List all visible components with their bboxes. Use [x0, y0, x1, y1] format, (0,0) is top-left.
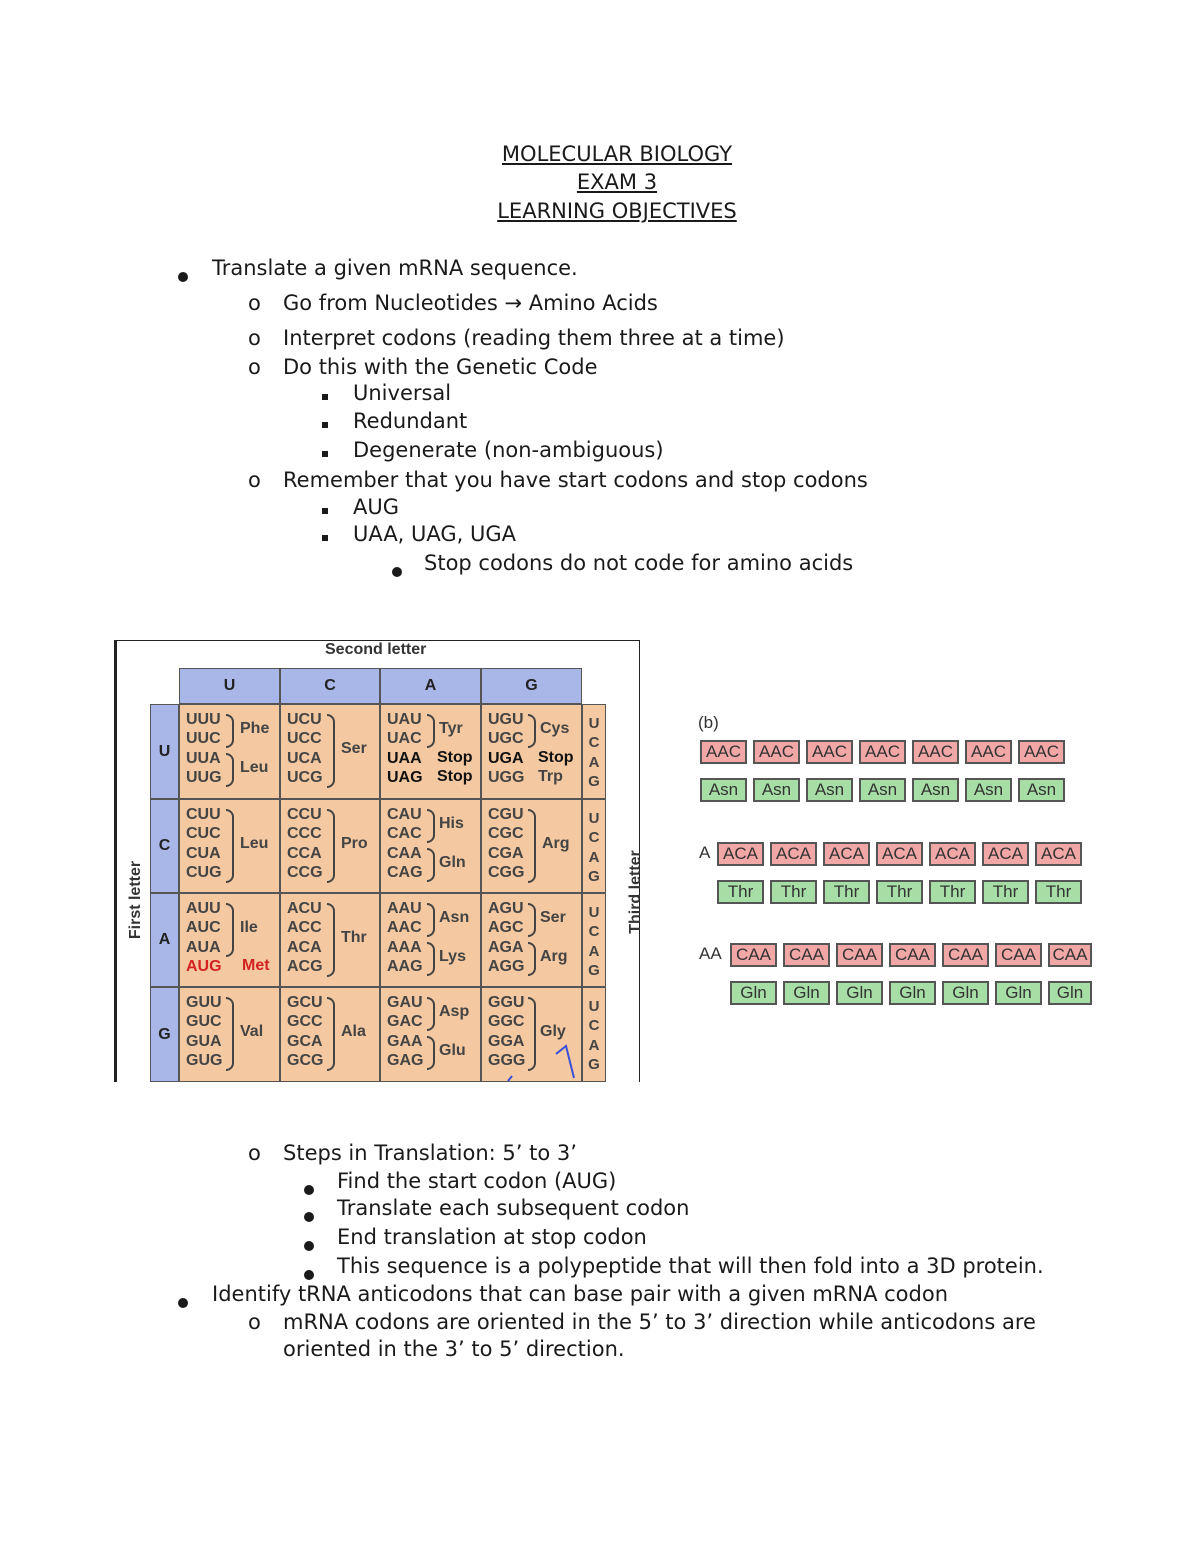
- codon: GGA: [488, 1033, 525, 1050]
- amino-acid-stop: Stop: [437, 749, 473, 766]
- third-letter: A: [588, 754, 600, 771]
- first-letter-label: First letter: [127, 860, 144, 940]
- amino-acid: Trp: [538, 768, 563, 785]
- amino-acid-box: Thr: [823, 880, 870, 904]
- column-header-a: A: [380, 668, 481, 704]
- cell-gg: [481, 987, 582, 1082]
- bullet-square: [322, 493, 328, 521]
- codon: UUA: [186, 750, 221, 767]
- objective-translate: Translate a given mRNA sequence.: [212, 256, 578, 280]
- stop-codon-item: UAA, UAG, UGA: [353, 522, 517, 546]
- codon: GUC: [186, 1013, 222, 1030]
- sub-genetic-code: Do this with the Genetic Code: [283, 355, 598, 379]
- sub-codons: Interpret codons (reading them three at a time): [283, 326, 785, 350]
- codon-box: ACA: [876, 842, 923, 866]
- cell-uu: [179, 704, 280, 799]
- codon: CAC: [387, 825, 422, 842]
- amino-acid-box: Gln: [995, 981, 1042, 1005]
- amino-acid-met: Met: [242, 957, 270, 974]
- cell-uc: [280, 704, 380, 799]
- row-header-u: U: [150, 704, 179, 799]
- bullet-o: o: [248, 291, 261, 315]
- codon-box: AAC: [965, 740, 1012, 764]
- codon: UAG: [387, 769, 423, 786]
- codon: CCG: [287, 864, 323, 881]
- bullet-dot: [178, 1287, 188, 1315]
- amino-acid-box: Thr: [876, 880, 923, 904]
- codon: CCU: [287, 806, 322, 823]
- column-header-g: G: [481, 668, 582, 704]
- codon-box: AAC: [1018, 740, 1065, 764]
- third-letter: C: [588, 923, 600, 940]
- third-letter: G: [588, 962, 600, 979]
- row-header-a: A: [150, 893, 179, 987]
- amino-acid-box: Thr: [982, 880, 1029, 904]
- third-letter: U: [588, 715, 600, 732]
- codon-box: ACA: [982, 842, 1029, 866]
- bullet-dot: [178, 261, 188, 289]
- codon: ACU: [287, 900, 322, 917]
- codon: UUC: [186, 730, 221, 747]
- amino-acid: Phe: [240, 720, 270, 737]
- amino-acid-stop: Stop: [538, 749, 574, 766]
- codon: GGC: [488, 1013, 525, 1030]
- amino-acid: Arg: [542, 835, 570, 852]
- amino-acid-box: Thr: [717, 880, 764, 904]
- amino-acid: Asn: [439, 909, 470, 926]
- frame-prefix: AA: [699, 944, 722, 963]
- codon: UGC: [488, 730, 524, 747]
- bullet-square: [322, 520, 328, 548]
- third-letter: A: [588, 849, 600, 866]
- codon: AUC: [186, 919, 221, 936]
- amino-acid-box: Gln: [942, 981, 989, 1005]
- cell-ag: [481, 893, 582, 987]
- amino-acid-box: Thr: [770, 880, 817, 904]
- codon: CGA: [488, 845, 524, 862]
- bullet-o: o: [248, 1141, 261, 1165]
- codon: GAC: [387, 1013, 423, 1030]
- amino-acid: Asp: [439, 1003, 470, 1020]
- cell-ac: [280, 893, 380, 987]
- third-letter: C: [588, 829, 600, 846]
- third-letter-label: Third letter: [627, 850, 644, 934]
- code-property-universal: Universal: [353, 381, 452, 405]
- codon: CUG: [186, 864, 222, 881]
- codon: CAA: [387, 845, 422, 862]
- amino-acid-box: Asn: [1018, 778, 1065, 802]
- code-property-degenerate: Degenerate (non-ambiguous): [353, 438, 664, 462]
- step-item: End translation at stop codon: [337, 1225, 647, 1249]
- codon: GCC: [287, 1013, 323, 1030]
- amino-acid-box: Gln: [889, 981, 936, 1005]
- third-letter: C: [588, 1017, 600, 1034]
- sub-start-stop: Remember that you have start codons and stop codons: [283, 468, 868, 492]
- codon-box: ACA: [823, 842, 870, 866]
- bullet-square: [322, 407, 328, 435]
- codon: UCU: [287, 711, 322, 728]
- amino-acid: Cys: [540, 720, 570, 737]
- third-letter: U: [588, 810, 600, 827]
- third-letter-col-g: [582, 987, 606, 1082]
- amino-acid-box: Thr: [1035, 880, 1082, 904]
- codon: GCU: [287, 994, 323, 1011]
- codon: AAC: [387, 919, 422, 936]
- amino-acid: Gln: [439, 854, 466, 871]
- amino-acid: His: [439, 815, 464, 832]
- amino-acid-box: Gln: [1048, 981, 1092, 1005]
- codon: UGU: [488, 711, 524, 728]
- amino-acid-box: Asn: [753, 778, 800, 802]
- codon: ACC: [287, 919, 322, 936]
- bullet-o: o: [248, 355, 261, 379]
- codon: AUU: [186, 900, 221, 917]
- codon: CUA: [186, 845, 221, 862]
- third-letter: G: [588, 1056, 600, 1073]
- codon-box: ACA: [717, 842, 764, 866]
- start-codon: AUG: [186, 958, 222, 975]
- codon-box: CAA: [1048, 943, 1092, 967]
- amino-acid-box: Asn: [965, 778, 1012, 802]
- codon-box: AAC: [753, 740, 800, 764]
- amino-acid: Pro: [341, 835, 368, 852]
- step-item: Find the start codon (AUG): [337, 1169, 617, 1193]
- amino-acid: Glu: [439, 1042, 466, 1059]
- amino-acid-box: Gln: [783, 981, 830, 1005]
- third-letter: G: [588, 868, 600, 885]
- bullet-o: o: [248, 1310, 261, 1334]
- start-codon-item: AUG: [353, 495, 400, 519]
- codon-box: CAA: [836, 943, 883, 967]
- amino-acid: Ala: [341, 1023, 366, 1040]
- third-letter: G: [588, 773, 600, 790]
- amino-acid: Arg: [540, 948, 568, 965]
- codon-box: AAC: [806, 740, 853, 764]
- amino-acid: Ser: [540, 909, 566, 926]
- codon: GGU: [488, 994, 525, 1011]
- amino-acid-stop: Stop: [437, 768, 473, 785]
- codon: ACA: [287, 939, 322, 956]
- bullet-o: o: [248, 326, 261, 350]
- orientation-note-line2: oriented in the 3’ to 5’ direction.: [283, 1337, 625, 1361]
- bullet-dot: [304, 1230, 314, 1258]
- doc-title-objectives: LEARNING OBJECTIVES: [497, 199, 737, 223]
- codon: CUU: [186, 806, 221, 823]
- amino-acid-box: Gln: [836, 981, 883, 1005]
- codon: ACG: [287, 958, 323, 975]
- codon: GCA: [287, 1033, 323, 1050]
- codon-box: CAA: [730, 943, 777, 967]
- codon: UAC: [387, 730, 422, 747]
- third-letter-col-a: [582, 893, 606, 987]
- cell-ga: [380, 987, 481, 1082]
- codon-box: AAC: [912, 740, 959, 764]
- codon: GAG: [387, 1052, 424, 1069]
- codon-box: CAA: [783, 943, 830, 967]
- codon: UCG: [287, 769, 323, 786]
- amino-acid: Tyr: [439, 720, 463, 737]
- codon: CCA: [287, 845, 322, 862]
- codon: CAG: [387, 864, 423, 881]
- amino-acid-box: Asn: [700, 778, 747, 802]
- codon: AAU: [387, 900, 422, 917]
- amino-acid-box: Asn: [859, 778, 906, 802]
- sub-nucleotides: Go from Nucleotides → Amino Acids: [283, 291, 658, 315]
- codon: GAU: [387, 994, 423, 1011]
- codon: CUC: [186, 825, 221, 842]
- codon-box: ACA: [770, 842, 817, 866]
- amino-acid: Val: [240, 1023, 264, 1040]
- column-header-u: U: [179, 668, 280, 704]
- codon: AGA: [488, 939, 524, 956]
- codon: AUA: [186, 939, 221, 956]
- cell-ug: [481, 704, 582, 799]
- code-property-redundant: Redundant: [353, 409, 468, 433]
- cell-gc: [280, 987, 380, 1082]
- third-letter-col-u: [582, 704, 606, 799]
- second-letter-label: Second letter: [325, 641, 427, 658]
- doc-title-course: MOLECULAR BIOLOGY: [501, 142, 733, 166]
- third-letter: U: [588, 998, 600, 1015]
- third-letter-col-c: [582, 799, 606, 893]
- steps-title: Steps in Translation: 5’ to 3’: [283, 1141, 577, 1165]
- amino-acid: Thr: [341, 929, 367, 946]
- third-letter: C: [588, 734, 600, 751]
- cell-cg: [481, 799, 582, 893]
- genetic-code-table: [114, 640, 644, 1082]
- codon: GUG: [186, 1052, 223, 1069]
- codon: AGU: [488, 900, 524, 917]
- bullet-dot: [304, 1201, 314, 1229]
- doc-title-exam: EXAM 3: [576, 170, 658, 194]
- cell-aa: [380, 893, 481, 987]
- column-header-c: C: [280, 668, 380, 704]
- codon: AGC: [488, 919, 524, 936]
- step-item: Translate each subsequent codon: [337, 1196, 690, 1220]
- codon: CAU: [387, 806, 422, 823]
- amino-acid: Gly: [540, 1023, 566, 1040]
- codon: GCG: [287, 1052, 324, 1069]
- objective-trna: Identify tRNA anticodons that can base pair with a given mRNA codon: [212, 1282, 949, 1306]
- amino-acid: Ser: [341, 740, 367, 757]
- codon-box: CAA: [995, 943, 1042, 967]
- cell-au: [179, 893, 280, 987]
- codon-box: ACA: [1035, 842, 1082, 866]
- orientation-note-line1: mRNA codons are oriented in the 5’ to 3’ direction while anticodons are: [283, 1310, 1036, 1334]
- cell-cc: [280, 799, 380, 893]
- codon-box: CAA: [889, 943, 936, 967]
- codon: GUU: [186, 994, 222, 1011]
- amino-acid-box: Asn: [912, 778, 959, 802]
- codon: UAU: [387, 711, 422, 728]
- bullet-square: [322, 379, 328, 407]
- row-header-g: G: [150, 987, 179, 1082]
- codon: AAG: [387, 958, 423, 975]
- codon-box: CAA: [942, 943, 989, 967]
- codon: UGG: [488, 769, 525, 786]
- frame-prefix: A: [699, 843, 711, 862]
- codon: UUG: [186, 769, 222, 786]
- stop-codon-note: Stop codons do not code for amino acids: [424, 551, 854, 575]
- third-letter: U: [588, 904, 600, 921]
- amino-acid: Lys: [439, 948, 466, 965]
- codon: CGG: [488, 864, 525, 881]
- codon-box: ACA: [929, 842, 976, 866]
- codon: GAA: [387, 1033, 423, 1050]
- step-item: This sequence is a polypeptide that will then fold into a 3D protein.: [337, 1254, 1044, 1278]
- bullet-o: o: [248, 468, 261, 492]
- codon: UCC: [287, 730, 322, 747]
- codon: UUU: [186, 711, 221, 728]
- amino-acid: Leu: [240, 835, 269, 852]
- third-letter: A: [588, 1037, 600, 1054]
- codon: UAA: [387, 750, 422, 767]
- codon: CGC: [488, 825, 524, 842]
- codon: GUA: [186, 1033, 222, 1050]
- cell-cu: [179, 799, 280, 893]
- panel-b-label: (b): [698, 713, 719, 732]
- third-letter: A: [588, 943, 600, 960]
- amino-acid: Leu: [240, 759, 269, 776]
- codon: UCA: [287, 750, 322, 767]
- amino-acid-box: Asn: [806, 778, 853, 802]
- codon-box: AAC: [700, 740, 747, 764]
- codon: CGU: [488, 806, 524, 823]
- codon-box: AAC: [859, 740, 906, 764]
- cell-ca: [380, 799, 481, 893]
- codon: CCC: [287, 825, 322, 842]
- pen-annotation: [482, 988, 583, 1083]
- amino-acid-box: Gln: [730, 981, 777, 1005]
- codon: UGA: [488, 750, 524, 767]
- bullet-dot: [304, 1174, 314, 1202]
- bullet-square: [322, 436, 328, 464]
- amino-acid-box: Thr: [929, 880, 976, 904]
- cell-ua: [380, 704, 481, 799]
- codon: GGG: [488, 1052, 526, 1069]
- amino-acid: Ile: [240, 919, 258, 936]
- cell-gu: [179, 987, 280, 1082]
- row-header-c: C: [150, 799, 179, 893]
- codon: AGG: [488, 958, 525, 975]
- bullet-dot: [392, 556, 402, 584]
- codon: AAA: [387, 939, 422, 956]
